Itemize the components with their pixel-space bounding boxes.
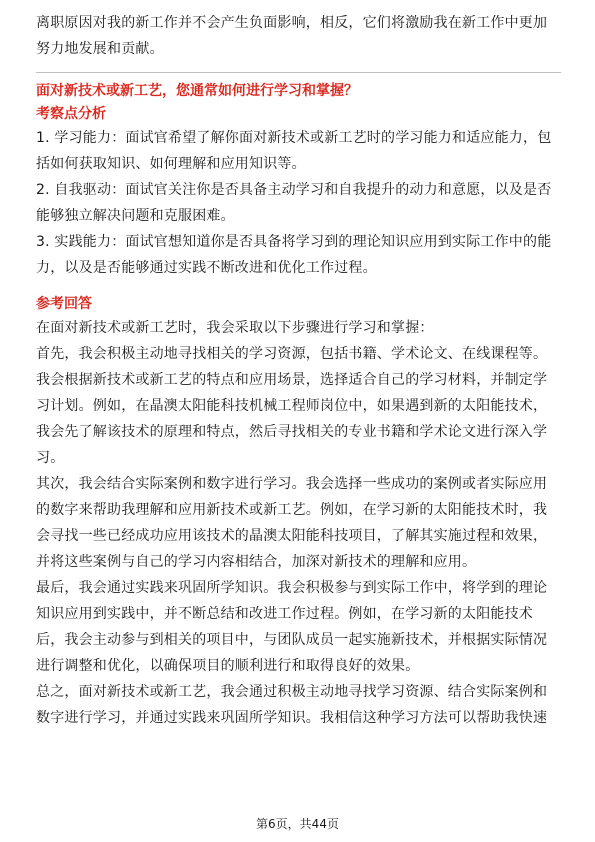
answer-paragraph-first: 首先，我会积极主动地寻找相关的学习资源，包括书籍、学术论文、在线课程等。我会根据新技术或新工艺的特点和应用场景，选择适合自己的学习材料，并制定学习计划。例如，在晶澳太阳能科技机械工程师岗位中，如果遇到新的太阳能技术，我会先了解该技术的原理和特点，然后寻找相关的专业书籍和学术论文进行深入学习。 (36, 346, 548, 466)
spacer (36, 281, 561, 293)
page-number: 第6页，共44页 (256, 817, 339, 831)
question-heading: 面对新技术或新工艺，您通常如何进行学习和掌握？ (36, 83, 358, 99)
section-divider (36, 72, 561, 73)
answer-paragraph-intro: 在面对新技术或新工艺时，我会采取以下步骤进行学习和掌握： (36, 320, 434, 336)
answer-paragraph-second: 其次，我会结合实际案例和数字进行学习。我会选择一些成功的案例或者实际应用的数字来帮助我理解和应用新技术或新工艺。例如，在学习新的太阳能技术时，我会寻找一些已经成功应用该技术的晶澳太阳能科技项目，了解其实施过程和效果，并将这些案例与自己的学习内容相结合，加深对新技术的理解和应用。 (36, 476, 548, 570)
answer-paragraph-summary: 总之，面对新技术或新工艺，我会通过积极主动地寻找学习资源、结合实际案例和数字进行学习，并通过实践来巩固所学知识。我相信这种学习方法可以帮助我快速 (36, 684, 548, 726)
analysis-item-3: 3. 实践能力：面试官想知道你是否具备将学习到的理论知识应用到实际工作中的能力，以及是否能够通过实践不断改进和优化工作过程。 (36, 234, 552, 276)
intro-paragraph: 离职原因对我的新工作并不会产生负面影响，相反，它们将激励我在新工作中更加努力地发展和贡献。 (36, 15, 548, 57)
analysis-heading: 考察点分析 (36, 106, 106, 122)
document-page (36, 10, 561, 731)
answer-paragraph-last: 最后，我会通过实践来巩固所学知识。我会积极参与到实际工作中，将学到的理论知识应用到实践中，并不断总结和改进工作过程。例如，在学习新的太阳能技术后，我会主动参与到相关的项目中，与团队成员一起实施新技术，并根据实际情况进行调整和优化，以确保项目的顺利进行和取得良好的效果。 (36, 580, 548, 674)
answer-heading: 参考回答 (36, 296, 92, 312)
analysis-item-1: 1. 学习能力：面试官希望了解你面对新技术或新工艺时的学习能力和适应能力，包括如何获取知识、如何理解和应用知识等。 (36, 130, 552, 172)
analysis-item-2: 2. 自我驱动：面试官关注你是否具备主动学习和自我提升的动力和意愿，以及是否能够独立解决问题和克服困难。 (36, 182, 552, 224)
